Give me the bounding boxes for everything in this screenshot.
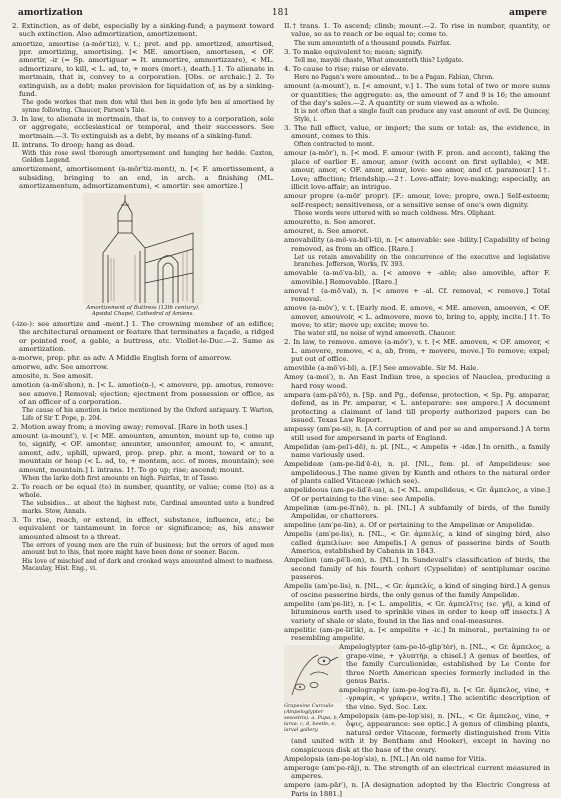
figure-amortizement [78, 193, 208, 318]
entry-amortize: amortize, amortise (a-môr′tiz), v. t.; pret. and pp. amortized, amortised, ppr. amortizing, amortising. [< ME. amortisen, amortesen, < OF. amortir, -ir (= Sp. amortiguar = It. ammortire, ammortizzare), < ML. admortizare, to kill, < L. ad, to, + mors (mort-), death.] 1. To alienate in mortmain, that is, convey to a corporation. [Obs. or archaic.] 2. To extinguish, as a debt; make provision for liquidation of, as by a sinking-fund. [12, 39, 274, 99]
entry-amount-3: 3. To rise, reach, or extend, in effect, substance, influence, etc.; be equivalent or tantamount in force or significance; as, his answer amounted almost to a threat. [12, 515, 274, 541]
entry-ampelidae: Ampelidæ (am-pel′i-dē), n. pl. [NL., < Ampelis + -idæ.] In ornith., a family name variously used. [284, 442, 550, 460]
quote-jefferson: Let us retain amovability on the concurrence of the executive and legislative branches. Jefferson, Works, IV. 393. [294, 253, 550, 269]
entry-amovible: amovible (a-mö′vi-bl), a. [F.] See amovable. Sir M. Hale. [284, 364, 479, 373]
entry-amove-2: 2. In law, to remove. amove (a-möv′), v. t. [< ME. amoven, < OF. amover, < L. amovere, remove, < a, ab, from, + movere, move.] To remove; expel; put out of office. [284, 338, 550, 364]
left-column [12, 22, 274, 772]
entry-ampelopsis-2: Ampelopsis (am-pe-lop′sis), n. [NL.] An old name for Vitis. [284, 754, 487, 763]
left-running-headword: amortization [18, 8, 83, 18]
buttress-amortizement-illustration-icon [83, 193, 203, 305]
entry-ampelitic: ampelitic (am-pe-lit′ik), a. [< ampelite + -ic.] In mineral., pertaining to or resembling ampelite. [284, 625, 550, 643]
quote-chaucer-2: The water stil, ne noise of wynd amoeveth. Chaucer. [294, 330, 456, 338]
entry-amount-verb: amount (a-mount′), v. [< ME. amounten, amunten, mount up to, come up to, signify, < OF. amonter, amunter, amounter, amount to, < amunt, amont, adv., uphill, upward, prop. prep. phr. a mont, toward or to a mountain or heap (< L. ad, to, + montem, acc. of mons, mountain); see amount, mountain.] I. intrans. 1†. To go up; rise; ascend; mount. [12, 431, 274, 474]
entry-amortize-sense: 3. In law, to alienate in mortmain, that is, to convey to a corporation, sole or aggregate, ecclesiastical or temporal, and their successors. See mortmain.—3. To extinguish as a debt, by means of a sinking-fund. [12, 114, 274, 140]
entry-amourette: amourette, n. See amoret. [284, 218, 376, 227]
entry-amount-noun: amount (a-mount′), n. [< amount, v.] 1. The sum total of two or more sums or quantities; the aggregate: as, the amount of 7 and 9 is 16; the amount of the day's sales.—2. A quantity or sum viewed as a whole. [284, 82, 550, 108]
entry-ampara: ampara (am-pä′rō), n. [Sp. and Pg., defense, protection, < Sp. Pg. amparar, defend, as in Pr. amparar, < L. anteparare: see ampere.] A document protecting a claimant of land till properly authorized papers can be issued. Texas Law Report. [284, 390, 550, 425]
quote-dequincey: It is not often that a single fault can produce any vast amount of evil. De Quincey, Style, i. [294, 108, 550, 123]
entry-amount-2: 2. To reach or be equal (to) in number, quantity, or value; come (to) as a whole. [12, 482, 274, 500]
quote-chaucer: The gode workes that men don whil thei ben in gode lyfe ben al amortised by synne following. Chaucer, Parson's Tale. [22, 99, 274, 114]
quote-warton: The cause of his amotion is twice mentioned by the Oxford antiquary. T. Warton, Life of Sir T. Pope, p. 204. [22, 407, 274, 422]
entry-amotion-2: 2. Motion away from; a moving away; removal. [Rare in both uses.] [12, 422, 248, 431]
entry-a-morwe: a-morwe, prep. phr. as adv. A Middle English form of amorrow. [12, 354, 232, 363]
figure2-caption: Grapevine Curculio (Ampeloglypter sesostris). a, Pupa; b, larva; c, d, beetle; e, larval gallery. [284, 703, 339, 734]
entry-amour-propre: amour propre (a-mör′ propr). [F.: amour, love; propre, own.] Self-esteem; self-respect; sensitiveness, or a sensitive sense of one's own dignity. [284, 192, 550, 209]
entry-ampeloglypter: Ampeloglypter (am-pe-lō-glip′tėr), n. [NL., < Gr. ἄμπελος, a grape-vine, + γλυπτήρ, a chisel.] A genus of beetles, of the family Curculionidæ, established by Le Conte for three North American species formerly included in the genus Baris. [339, 643, 550, 685]
entry-amorwe: amorwe, adv. See amorrow. [12, 363, 109, 372]
entry-amount-trans-3: 3. To make equivalent to; mean; signify. [284, 47, 423, 56]
quote-caxton: With this rose swol thorough amortysement and hanging her hedde. Caxton, Golden Legend. [22, 149, 274, 165]
entry-amortizement: amortizement, amortisement (a-môr′tiz-ment), n. [< F. amortissement, a subsiding, bringing to an end, in arch. a finishing (ML. amortizamentum, admortizamentum), < amortir: see amortize.] [12, 165, 274, 191]
entry-amperage: amperage (am′pe-rāj), n. The strength of an electrical current measured in amperes. [284, 763, 550, 781]
quote-bacon: The errors of young men are the ruin of business; but the errors of aged men amount but to this, that more might have been done or sooner. Bacon. [22, 541, 274, 557]
entry-amour: amour (a-mör′), n. [< mod. F. amour (with F. pron. and accent), taking the place of earlier E. amour, amor (with accent on first syllable), < ME. amour, amor, < OF. amor, amur, love: see amor, and cf. paramour.] 1†. Love; affection; friendship.—2†. Love-affair; love-making; especially, an illicit love-affair; an intrigue. [284, 149, 550, 192]
entry-amortization-2: 2. Extinction, as of debt, especially by a sinking-fund; a payment toward such extinction. Also admortization, amortizement. [12, 22, 274, 39]
entry-ampelopsis: Ampelopsis (am-pe-lop′sis), n. [NL., < Gr. ἄμπελος, vine, + ὄψις, appearance: see optic.] A genus of climbing plants, natural order Vitaceæ, formerly distinguished from Vitis (and united with it by Bentham and Hooker), except in having no conspicuous disk at the base of the ovary. [291, 711, 550, 754]
entry-ampeline: ampeline (am′pe-lin), a. Of or pertaining to the Ampelinæ or Ampelidæ. [284, 521, 535, 530]
quote-fabian: Here no Pagan's were amounted... to be a Pagan. Fabian, Chron. [294, 74, 495, 81]
entry-ampassy: ampassy (am′pa-si), n. [A corruption of and per se and ampersand.] A term still used for ampersand in parts of England. [284, 425, 550, 442]
entry-amoy: Amoy (a-moi′), n. An East Indian tree, a species of Nauclea, producing a hard rosy wood. [284, 373, 550, 390]
quote-stow: The subsidies... at about the highest rate, Cardinal amounted unto a hundred marks. Stow, Annals. [22, 500, 274, 515]
entry-ampelion: Ampelion (am-pē′li-on), n. [NL.] In Sundevall's classification of birds, the second family of his fourth cohort (Cypselidæ) of sentiplumar oscine passeres. [284, 556, 550, 582]
figure-grapevine-curculio [284, 645, 342, 733]
entry-amount-noun-3: 3. The full effect, value, or import; the sum or total: as, the evidence, in amount, comes to this. [284, 123, 550, 141]
entry-ampelography: ampelography (am-pe-log′ra-fi), n. [< Gr. ἄμπελος, vine, + -γραφία, < γράφειν, write.] The scientific description of the vine. Syd. Soc. Lex. [339, 686, 550, 711]
entry-amount-trans: II.† trans. 1. To ascend; climb; mount.—2. To rise in number, quantity, or value, so as to reach or be equal to; come to. [284, 22, 550, 39]
entry-amortize-intrans: II. intrans. To droop; hang as dead. [12, 140, 135, 149]
entry-amotion: amotion (a-mō′shon), n. [< L. amotio(n-), < amovere, pp. amotus, remove: see amove.] Removal; ejection; ejectment from possession or office, as of an officer of a corporation. [12, 381, 274, 407]
quote-oliphant: Those words were uttered with so much coldness. Mrs. Oliphant. [294, 209, 496, 217]
entry-amove: amove (a-möv′), v. t. [Early mod. E. amove, < ME. amoven, amoeven, < OF. amover, amouvoir, < L. admovere, move to, bring to, apply, incite.] 1†. To move; to stir; move up; excite; move to. [284, 304, 550, 330]
entry-amoval: amoval† (a-mö′val), n. [< amove + -al. Cf. removal, < remove.] Total removal. [284, 286, 550, 304]
entry-ampelideae: Ampelideæ (am-pe-lid′ē-ē), n. pl. [NL., fem. pl. of Ampelideus: see ampelideous.] The name given by Kunth and others to the natural order of plants called Vitaceæ (which see). [284, 460, 550, 486]
right-column [284, 22, 550, 798]
entry-ampelis-2: Ampelis (am′pe-lis), n. [NL., < Gr. ἀμπελίς, a kind of singing bird.] A genus of oscine passerine birds, the only genus of the family Ampelidæ. [284, 582, 550, 599]
entry-amount-trans-4: 4. To cause to rise; raise or elevate. [284, 64, 409, 73]
entry-amosite: amosite, n. See amosit. [12, 372, 94, 381]
quote-macaulay: His love of mischief and of dark and crooked ways amounted almost to madness. Macaulay, Hist. Eng., vi. [22, 557, 274, 572]
figure-caption: Amortizement of Buttress (13th century), Apsidal Chapel, Cathedral of Amiens. [86, 304, 200, 318]
quote-fairfax: When the larke doth first amounte on high. Fairfax, tr. of Tasso. [22, 474, 219, 482]
page-header [0, 6, 561, 20]
entry-ampelis: Ampelis (am′pe-lis), n. [NL., < Gr. ἀμπελίς, a kind of singing bird, also called ἀμπελίων: see Ampelis.] A genus of passerine birds of South America, established by Cabanis in 1843. [284, 530, 550, 556]
quote-lydgate: Tell me, maydé chaste, What amounteth this? Lydgate. [294, 56, 464, 64]
entry-amovable: amovable (a-mö′va-bl), a. [< amove + -able; also amovible, after F. amovible.] Removable. [Rare.] [284, 269, 550, 286]
grapevine-curculio-illustration-icon [284, 645, 342, 703]
entry-amovability: amovability (a-mö-va-bil′i-ti), n. [< amovable: see -bility.] Capability of being removed, as from an office. [Rare.] [284, 236, 550, 253]
quote-sum: The sum amounteth of a thousand pounds. Fairfax. [294, 39, 452, 47]
entry-ampelinae: Ampelinæ (am-pe-lī′nē), n. pl. [NL.] A subfamily of birds, of the family Ampelidæ, or chatterers. [284, 503, 550, 521]
entry-ampelideous: ampelideous (am-pe-lid′ē-us), a. [< NL. ampelideus, < Gr. ἄμπελος, a vine.] Of or pertaining to the vine: see Ampelis. [284, 486, 550, 503]
entry-ampelite: ampelite (am′pe-lit), n. [< L. ampelitis, < Gr. ἀμπελῖτις (sc. γῆ), a kind of bituminous earth used to sprinkle vines in order to keep off insects.] A variety of shale or slate, found in the lias and coal-measures. [284, 599, 550, 625]
page-number: 181 [271, 8, 290, 18]
right-running-headword: ampere [509, 8, 547, 18]
entry-amortizement-cont: (-ize-): see amortize and -ment.] 1. The crowning member of an edifice; the architectural ornament or feature that terminates a façade, a ridged or pointed roof, a gable, a buttress, etc. Viollet-le-Duc.—2. Same as amortization. [12, 319, 274, 354]
entry-amouret: amouret, n. See amoret. [284, 227, 369, 236]
entry-ampere: ampere (am-pār′), n. [A designation adopted by the Electric Congress at Paris in 1881.] [284, 781, 550, 798]
note-contracted: Often contracted to mont. [294, 141, 375, 149]
